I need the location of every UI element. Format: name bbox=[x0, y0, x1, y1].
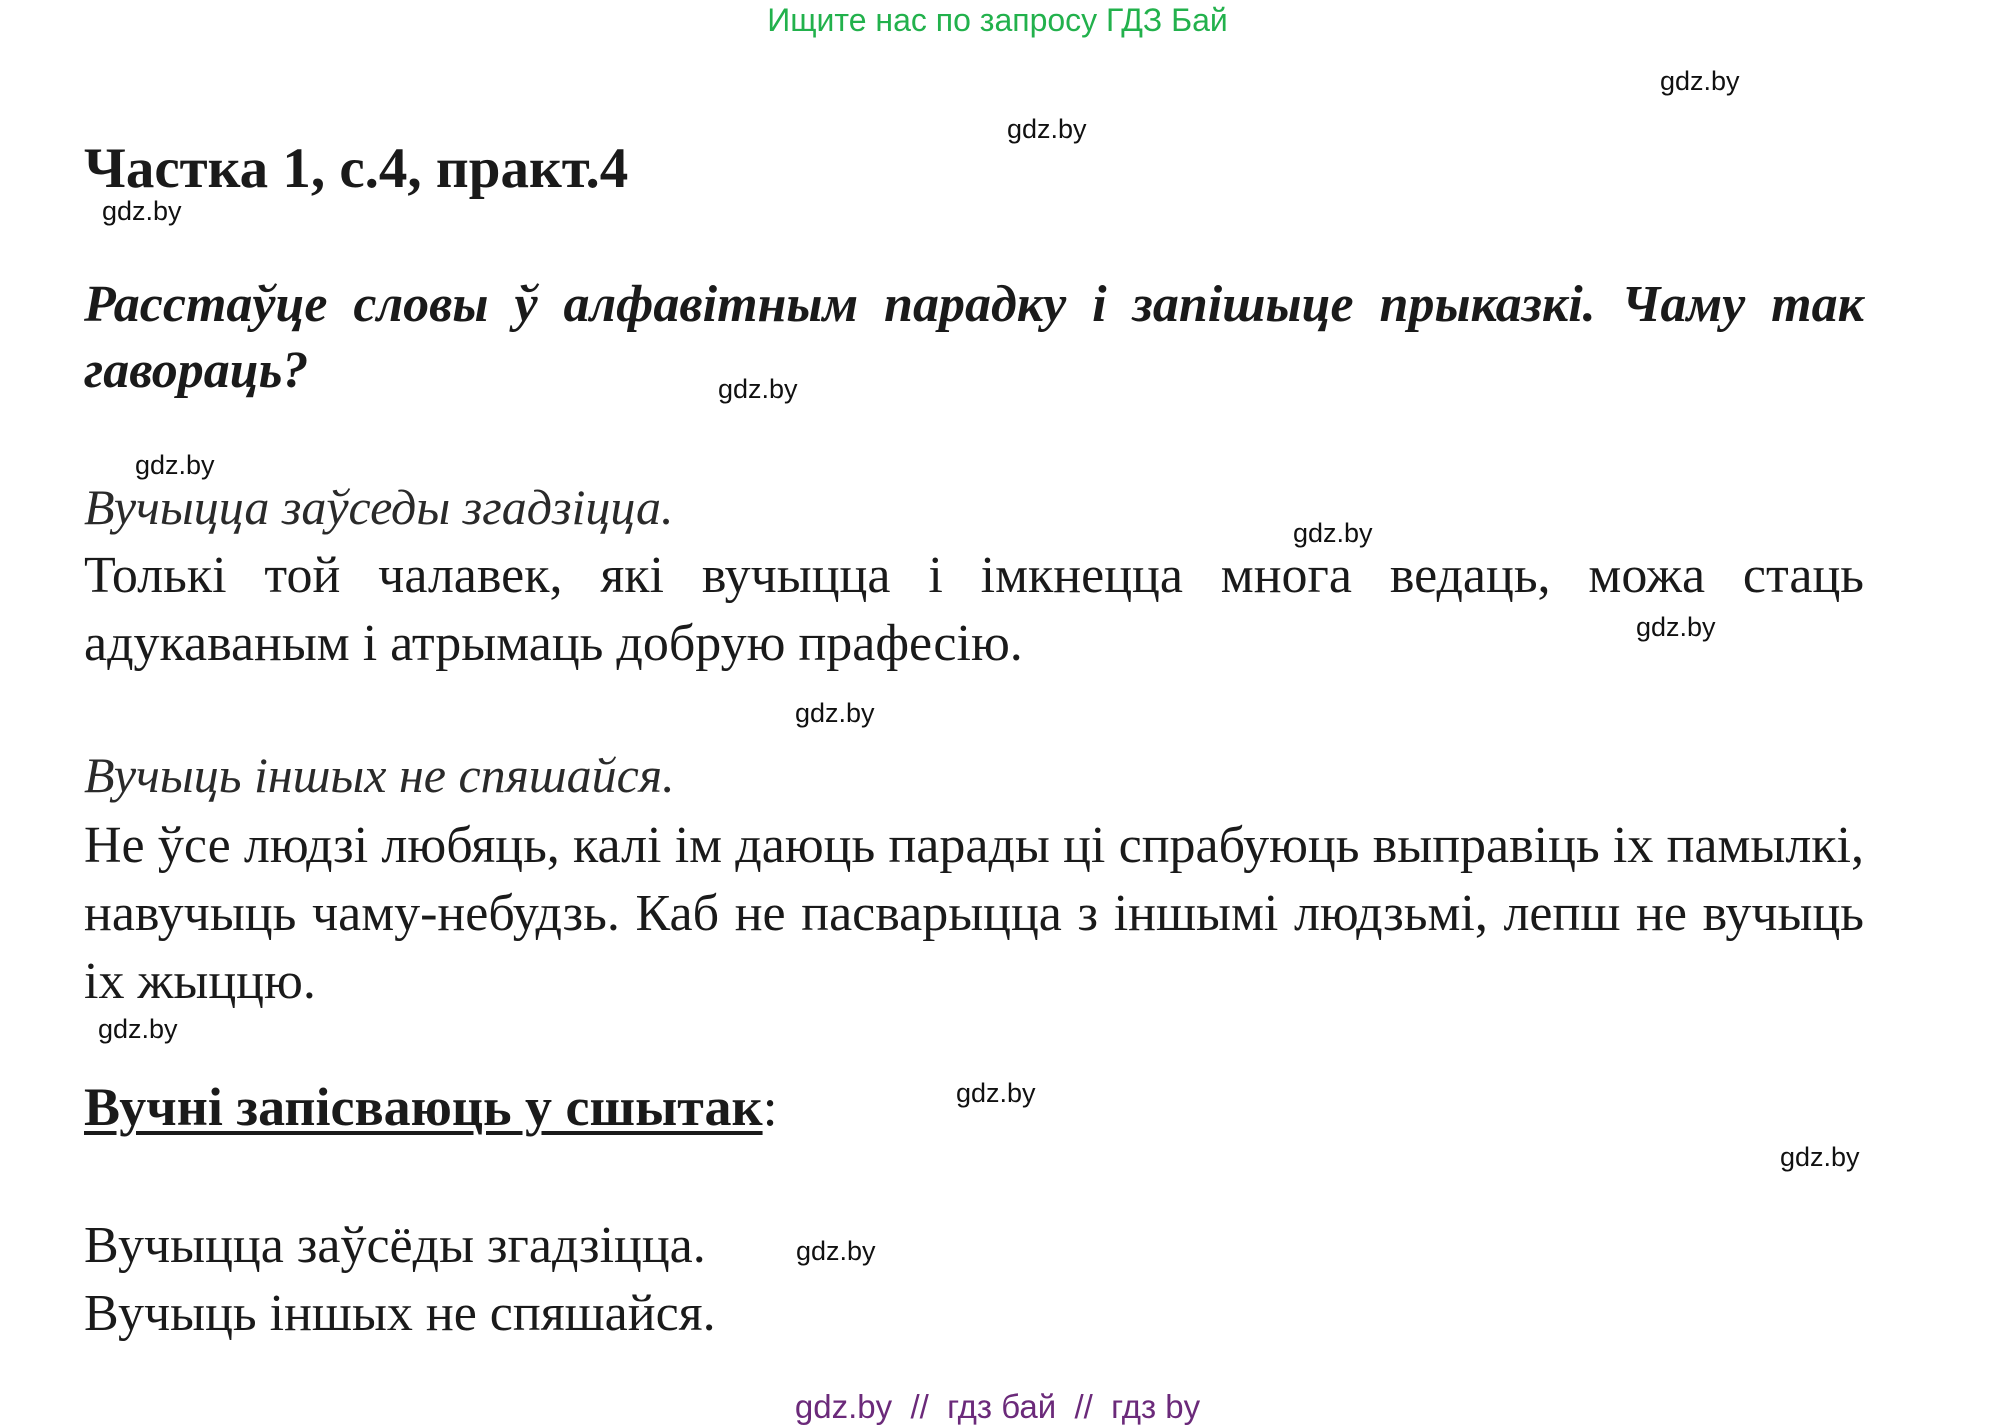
watermark: gdz.by bbox=[1660, 66, 1740, 96]
watermark: gdz.by bbox=[718, 374, 798, 404]
proverb-1: Вучыцца заўседы згадзіцца. bbox=[84, 479, 674, 535]
proverb-2: Вучыць іншых не спяшайся. bbox=[84, 747, 675, 803]
watermark: gdz.by bbox=[956, 1078, 1036, 1108]
task-text: Расстаўце словы ў алфавітным парадку і запішыце прыказкі. Чаму так гавораць? bbox=[84, 276, 1864, 399]
explanation-2: Не ўсе людзі любяць, калі ім даюць парады ці спрабуюць выправіць іх памылкі, навучыць чаму-небудзь. Каб не пасварыцца з іншымі людзьмі, лепш не вучыць іх жыццю. bbox=[84, 817, 1864, 1010]
watermark: gdz.by bbox=[1007, 114, 1087, 144]
notebook-line-2: Вучыць іншых не спяшайся. bbox=[84, 1285, 716, 1342]
notebook-heading-text: Вучні запісваюць у сшытак bbox=[84, 1077, 763, 1137]
watermark: gdz.by bbox=[1780, 1142, 1860, 1172]
explanation-1: Толькі той чалавек, які вучыцца і імкнецца многа ведаць, можа стаць адукаваным і атрымаць добрую прафесію. bbox=[84, 547, 1864, 672]
notebook-heading bbox=[84, 1076, 778, 1138]
watermark: gdz.by bbox=[795, 698, 875, 728]
footer-links: gdz.by // гдз бай // гдз by bbox=[794, 1388, 1201, 1425]
notebook-line-1: Вучыцца заўсёды згадзіцца. bbox=[84, 1217, 706, 1274]
watermark: gdz.by bbox=[135, 450, 215, 480]
notebook-heading-colon: : bbox=[762, 1077, 778, 1137]
watermark: gdz.by bbox=[796, 1236, 876, 1266]
page-title: Частка 1, с.4, практ.4 bbox=[84, 137, 629, 200]
watermark: gdz.by bbox=[1636, 612, 1716, 642]
watermark: gdz.by bbox=[1293, 518, 1373, 548]
watermark: gdz.by bbox=[102, 196, 182, 226]
watermark: gdz.by bbox=[98, 1014, 178, 1044]
top-banner: Ищите нас по запросу ГДЗ Бай bbox=[767, 2, 1228, 38]
